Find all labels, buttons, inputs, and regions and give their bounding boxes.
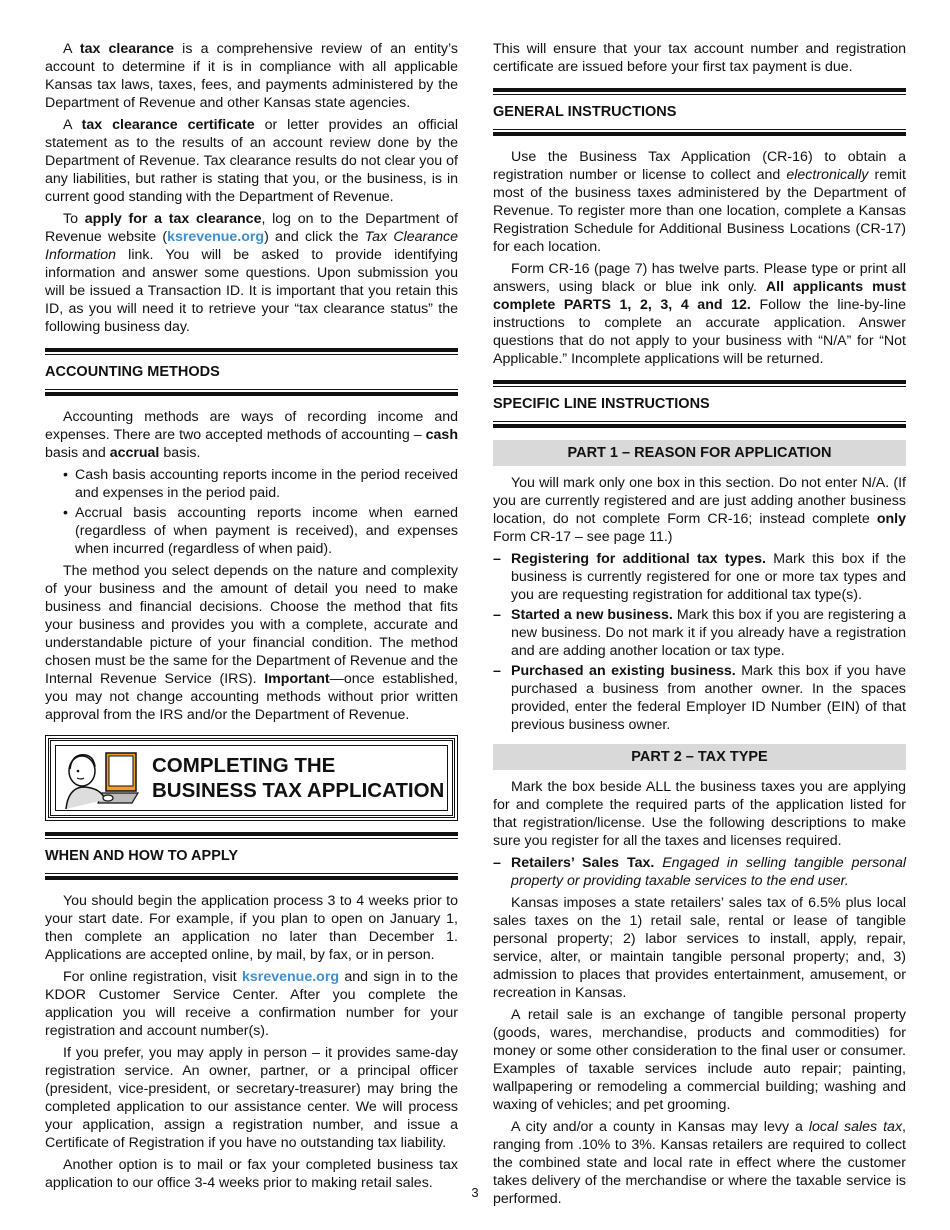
tax-type-list — [493, 854, 906, 890]
reason-new-business: – Started a new business. Mark this box if you are registering a new business. Do not mark it if you already have a registration and are adding another location or tax type. — [493, 606, 906, 660]
ksrevenue-link[interactable]: ksrevenue.org — [167, 229, 265, 245]
right-column — [493, 40, 906, 1212]
bullet-cash-basis: • Cash basis accounting reports income in the period received and expenses in the period paid. — [63, 466, 458, 502]
start-process-paragraph: You should begin the application process 3 to 4 weeks prior to your start date. For example, if you plan to open on January 1, then complete an application no later than December 1. Applications are accepted online, by mail, by fax, or in person. — [45, 893, 458, 963]
when-how-apply-heading: WHEN AND HOW TO APPLY — [45, 832, 458, 880]
banner-title: COMPLETING THE BUSINESS TAX APPLICATION — [152, 754, 445, 802]
part1-reason-list — [493, 550, 906, 734]
tax-clearance-certificate-paragraph: A tax clearance certificate or letter provides an official statement as to the results of an account review done by the Department of Revenue. Tax clearance results do not clear you of any liabilities, but rather is stating that you, or the business, is in current good standing with the Department of Revenue. — [45, 117, 458, 205]
apply-tax-clearance-paragraph: To apply for a tax clearance, log on to the Department of Revenue website (ksrevenue.org) and click the Tax Clearance Information link. You will be asked to provide identifying information and answer some questions. Upon submission you will be issued a Transaction ID. It is important that you retain this ID, as you will need it to retrieve your “tax clearance status” the following business day. — [45, 211, 458, 335]
mail-fax-paragraph: Another option is to mail or fax your completed business tax application to our office 3-4 weeks prior to making retail sales. — [45, 1157, 458, 1191]
continuation-paragraph: This will ensure that your tax account number and registration certificate are issued before your first tax payment is due. — [493, 41, 906, 75]
part2-intro-paragraph: Mark the box beside ALL the business taxes you are applying for and complete the required parts of the application listed for that registration/license. Use the following descriptions to make sure you register for all the taxes and licenses required. — [493, 779, 906, 849]
accounting-bullet-list — [45, 466, 458, 558]
kansas-sales-tax-paragraph: Kansas imposes a state retailers’ sales tax of 6.5% plus local sales taxes on the 1) retail sale, rental or lease of tangible personal property; 2) labor services to install, apply, repair, service, alter, or maintain tangible personal property; and, 3) admission to places that provides entertainment, amusement, or recreation in Kansas. — [493, 895, 906, 1001]
online-registration-paragraph: For online registration, visit ksrevenue.org and sign in to the KDOR Customer Service Center. After you complete the application you will receive a confirmation number for your registration and account number(s). — [45, 969, 458, 1039]
part1-paragraph: You will mark only one box in this section. Do not enter N/A. (If you are currently registered and are just adding another business location, do not complete Form CR-16; instead complete only Form CR-17 – see page 11.) — [493, 475, 906, 545]
local-sales-tax-paragraph: A city and/or a county in Kansas may levy a local sales tax, ranging from .10% to 3%. Kansas retailers are required to collect the combined state and local rate in effect where the customer takes delivery of the merchandise or where the taxable service is performed. — [493, 1119, 906, 1207]
retailers-sales-tax-item: – Retailers’ Sales Tax. Engaged in selling tangible personal property or providing taxable services to the end user. — [493, 854, 906, 890]
cr16-parts-paragraph: Form CR-16 (page 7) has twelve parts. Please type or print all answers, using black or blue ink only. All applicants must complete PARTS 1, 2, 3, 4 and 12. Follow the line-by-line instructions to complete an accurate application. Answer questions that do not apply to your business with “N/A” for “Not Applicable.” Incomplete applications will be returned. — [493, 261, 907, 367]
retail-sale-definition-paragraph: A retail sale is an exchange of tangible personal property (goods, wares, merchandise, products and commodities) for money or some other consideration to the final user or consumer. Examples of taxable services include auto repair; painting, wallpapering or remodeling a commercial building; washing and waxing of vehicles; and pet grooming. — [493, 1007, 906, 1113]
person-at-computer-icon — [62, 747, 142, 809]
part1-heading: PART 1 – REASON FOR APPLICATION — [493, 440, 906, 466]
cr16-usage-paragraph: Use the Business Tax Application (CR-16) to obtain a registration number or license to collect and electronically remit most of the business taxes administered by the Department of Revenue. To register more than one location, complete a Kansas Registration Schedule for Additional Business Locations (CR-17) for each location. — [493, 149, 907, 255]
accounting-method-paragraph: The method you select depends on the nature and complexity of your business and the amount of detail you need to make business and financial decisions. Choose the method that fits your business and provides you with a complete, accurate and understandable picture of your financial condition. The method chosen must be the same for the Department of Revenue and the Internal Revenue Service (IRS). Important—once established, you may not change accounting methods without prior written approval from the IRS and/or the Department of Revenue. — [45, 563, 458, 723]
page-number: 3 — [471, 1185, 479, 1200]
accounting-intro-paragraph: Accounting methods are ways of recording income and expenses. There are two accepted methods of accounting – cash basis and accrual basis. — [45, 409, 458, 461]
reason-additional-tax-types: – Registering for additional tax types. Mark this box if the business is currently registered for one or more tax types and you are requesting registration for additional tax type(s). — [493, 550, 906, 604]
general-instructions-heading: GENERAL INSTRUCTIONS — [493, 88, 906, 136]
accounting-methods-heading: ACCOUNTING METHODS — [45, 348, 458, 396]
tax-clearance-paragraph: A tax clearance is a comprehensive review of an entity’s account to determine if it is in compliance with all applicable Kansas tax laws, taxes, fees, and payments administered by the Department of Revenue and other Kansas state agencies. — [45, 41, 459, 111]
specific-line-instructions-heading: SPECIFIC LINE INSTRUCTIONS — [493, 380, 906, 428]
part2-heading: PART 2 – TAX TYPE — [493, 744, 906, 770]
bullet-accrual-basis: • Accrual basis accounting reports income when earned (regardless of when payment is received), and expenses when incurred (regardless of when paid). — [63, 504, 458, 558]
ksrevenue-link[interactable]: ksrevenue.org — [242, 969, 340, 985]
reason-purchased-business: – Purchased an existing business. Mark this box if you have purchased a business from another owner. In the spaces provided, enter the federal Employer ID Number (EIN) of that previous business owner. — [493, 662, 906, 734]
completing-application-banner — [48, 738, 455, 818]
in-person-paragraph: If you prefer, you may apply in person – it provides same-day registration service. An owner, partner, or a principal officer (president, vice-president, or secretary-treasurer) may bring the completed application to our assistance center. We will process your application, assign a registration number, and issue a Certificate of Registration if you have no outstanding tax liability. — [45, 1045, 458, 1151]
left-column — [45, 40, 458, 1196]
